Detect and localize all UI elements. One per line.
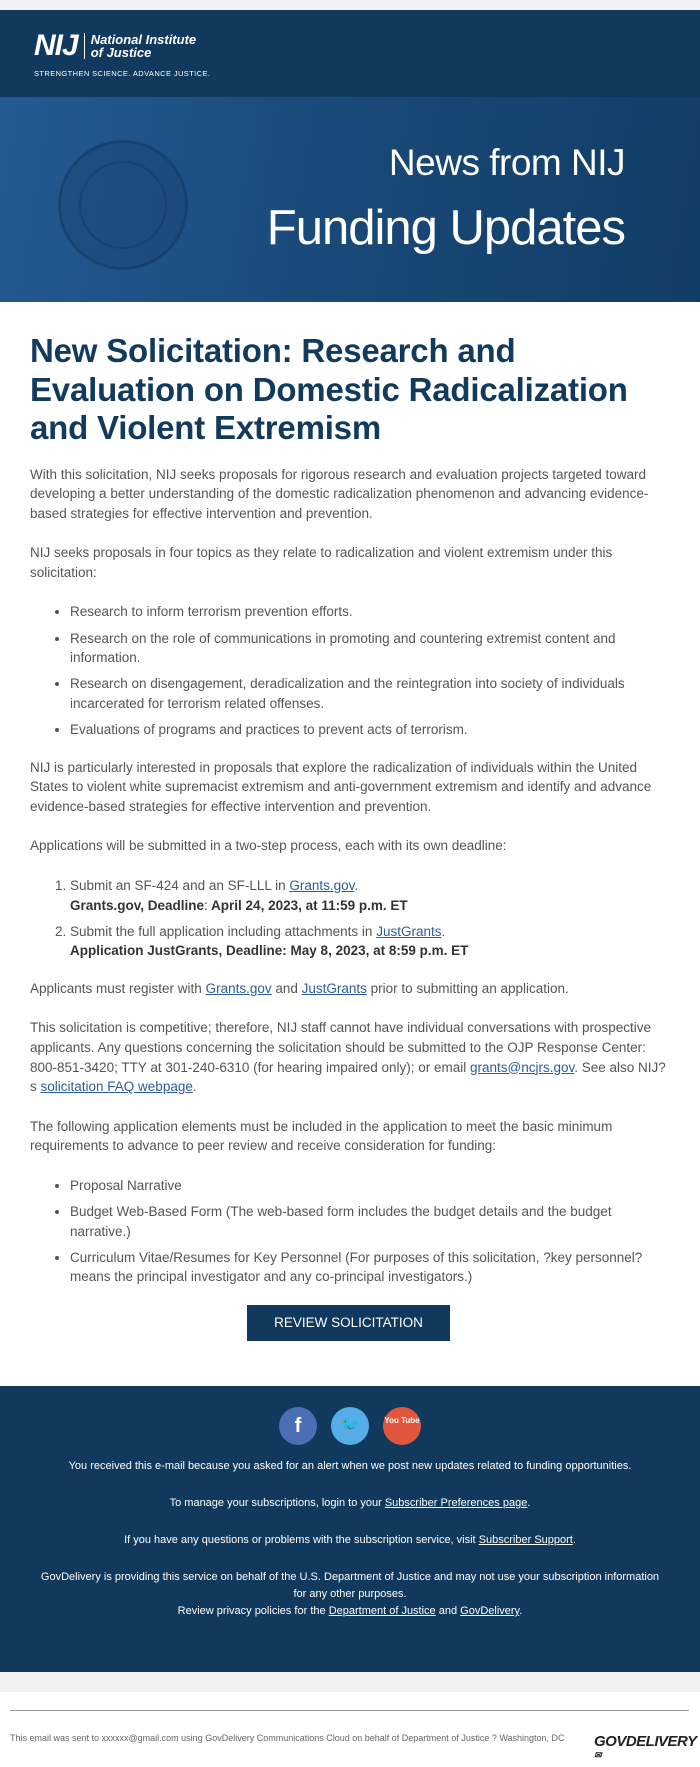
deadline-value: : May 8, 2023, at 8:59 p.m. ET: [282, 943, 469, 959]
subscriber-support-link[interactable]: Subscriber Support: [478, 1534, 573, 1546]
list-item: • Proposal Narrative: [70, 1176, 667, 1196]
social-links: [0, 1386, 700, 1458]
facebook-icon[interactable]: f: [279, 1407, 317, 1445]
grants-gov-link[interactable]: Grants.gov: [289, 877, 355, 893]
banner-subtitle: News from NIJ: [388, 142, 625, 183]
footer-privacy: [0, 1603, 700, 1620]
top-gap: [0, 0, 700, 10]
paragraph-requirements: The following application elements must be included in the application to meet the basic minimum requirements to advance to peer review and receive consideration for funding:: [30, 1118, 613, 1154]
list-item: • Curriculum Vitae/Resumes for Key Personnel (For purposes of this solicitation, ?key personnel? means the principal investigator and any co-principal investigators.): [70, 1248, 667, 1287]
text: .: [192, 1079, 197, 1095]
paragraph-register: [30, 979, 667, 999]
logo-tagline: STRENGTHEN SCIENCE. ADVANCE JUSTICE.: [34, 69, 211, 78]
sent-notice: This email was sent to xxxxxx@gmail.com using GovDelivery Communications Cloud on behalf of Department of Justice ? Washington, DC: [10, 1733, 565, 1743]
text: Review privacy policies for the: [177, 1605, 329, 1617]
logo-mark: NIJ: [34, 29, 78, 62]
topics-list: [70, 602, 667, 739]
banner: [0, 97, 700, 302]
deadline-colon: :: [204, 897, 208, 913]
paragraph-interest: NIJ is particularly interested in proposals that explore the radicalization of individuals within the United States to violent white supremacist extremism and anti-government extremism and identify and advance evidence-based strategies for effective intervention and prevention.: [30, 759, 652, 814]
youtube-icon[interactable]: You Tube: [383, 1407, 421, 1445]
footer-govdelivery: GovDelivery is providing this service on behalf of the U.S. Department of Justice and may not use your subscription information for any other purposes.: [40, 1571, 660, 1600]
step-deadline: [70, 898, 408, 913]
text: This solicitation is competitive; therefore, NIJ staff cannot have individual conversations with prospective applicants. Any questions concerning the solicitation should be submitted to the OJP Response Center: 800-851-3420; TTY at 301-240-6310 (for hearing impaired only); or email: [30, 1020, 652, 1075]
doj-seal-icon: [58, 140, 188, 270]
twitter-icon[interactable]: 🐦: [331, 1407, 369, 1445]
justgrants-link[interactable]: JustGrants: [376, 923, 442, 939]
email-link[interactable]: grants@ncjrs.gov: [470, 1059, 575, 1075]
faq-link[interactable]: solicitation FAQ webpage: [40, 1079, 193, 1095]
email-header: [0, 10, 700, 97]
text: To manage your subscriptions, login to your: [169, 1497, 385, 1509]
list-item: • Research to inform terrorism prevention efforts.: [70, 602, 667, 622]
grants-gov-link[interactable]: Grants.gov: [205, 980, 272, 996]
govdelivery-logo[interactable]: [594, 1733, 700, 1767]
text: .: [527, 1497, 531, 1509]
doj-privacy-link[interactable]: Department of Justice: [328, 1605, 436, 1617]
footer-gap: [0, 1672, 700, 1692]
footer-support: [0, 1532, 700, 1549]
footer-manage: [0, 1495, 700, 1512]
paragraph-intro: With this solicitation, NIJ seeks proposals for rigorous research and evaluation projects targeted toward developing a better understanding of the domestic radicalization phenomenon and advancing evidence-based strategies for effective intervention and prevention.: [30, 466, 649, 521]
deadline-value: April 24, 2023, at 11:59 p.m. ET: [207, 897, 408, 913]
text: .: [519, 1605, 523, 1617]
step-text: Submit an SF-424 and an SF-LLL in: [70, 877, 290, 893]
text: . See also NIJ?s: [30, 1059, 666, 1095]
review-solicitation-button[interactable]: REVIEW SOLICITATION: [247, 1305, 450, 1341]
footer-reason: You received this e-mail because you asked for an alert when we post new updates related to funding opportunities.: [68, 1460, 632, 1472]
list-item: • Research on the role of communications in promoting and countering extremist content and information.: [70, 629, 667, 668]
justgrants-link[interactable]: JustGrants: [301, 980, 367, 996]
list-item: • Budget Web-Based Form (The web-based form includes the budget details and the budget narrative.): [70, 1202, 667, 1241]
logo-name-line2: of Justice: [90, 45, 152, 60]
nij-logo[interactable]: [34, 31, 210, 78]
step-end: .: [441, 923, 446, 939]
footer: [0, 1386, 700, 1672]
logo-divider: [84, 33, 85, 59]
list-item: • Research on disengagement, deradicalization and the reintegration into society of individuals incarcerated for terrorism related offenses.: [70, 674, 667, 713]
govdelivery-wordmark: GOVDELIVERY: [594, 1733, 697, 1750]
step-item: [70, 922, 667, 961]
steps-list: [70, 876, 667, 961]
deadline-label: Application JustGrants, Deadline: [70, 943, 283, 959]
paragraph-process: Applications will be submitted in a two-step process, each with its own deadline:: [30, 838, 507, 854]
logo-name-line1: National Institute: [90, 32, 197, 47]
list-item: • Evaluations of programs and practices to prevent acts of terrorism.: [70, 720, 667, 740]
text: .: [572, 1534, 576, 1546]
paragraph-contact: [30, 1018, 667, 1096]
step-item: [70, 876, 667, 915]
paragraph-topics-intro: NIJ seeks proposals in four topics as they relate to radicalization and violent extremism under this solicitation:: [30, 545, 613, 580]
article: [0, 302, 700, 1341]
text: Applicants must register with: [30, 980, 206, 996]
envelope-icon: ✉: [594, 1750, 602, 1760]
divider: [10, 1710, 689, 1711]
govdelivery-privacy-link[interactable]: GovDelivery: [460, 1605, 520, 1617]
deadline-label: Grants.gov, Deadline: [70, 897, 205, 913]
text: and: [435, 1605, 461, 1617]
step-deadline: [70, 943, 468, 958]
subscriber-preferences-link[interactable]: Subscriber Preferences page: [384, 1497, 528, 1509]
step-text: Submit the full application including attachments in: [70, 923, 377, 939]
step-end: .: [354, 877, 359, 893]
article-title: New Solicitation: Research and Evaluation on Domestic Radicalization and Violent Extremism: [30, 332, 628, 446]
banner-title: Funding Updates: [266, 201, 625, 255]
text: If you have any questions or problems with the subscription service, visit: [124, 1534, 479, 1546]
text: prior to submitting an application.: [366, 980, 569, 996]
logo-name: [91, 33, 196, 59]
text: and: [271, 980, 302, 996]
elements-list: [70, 1176, 667, 1287]
